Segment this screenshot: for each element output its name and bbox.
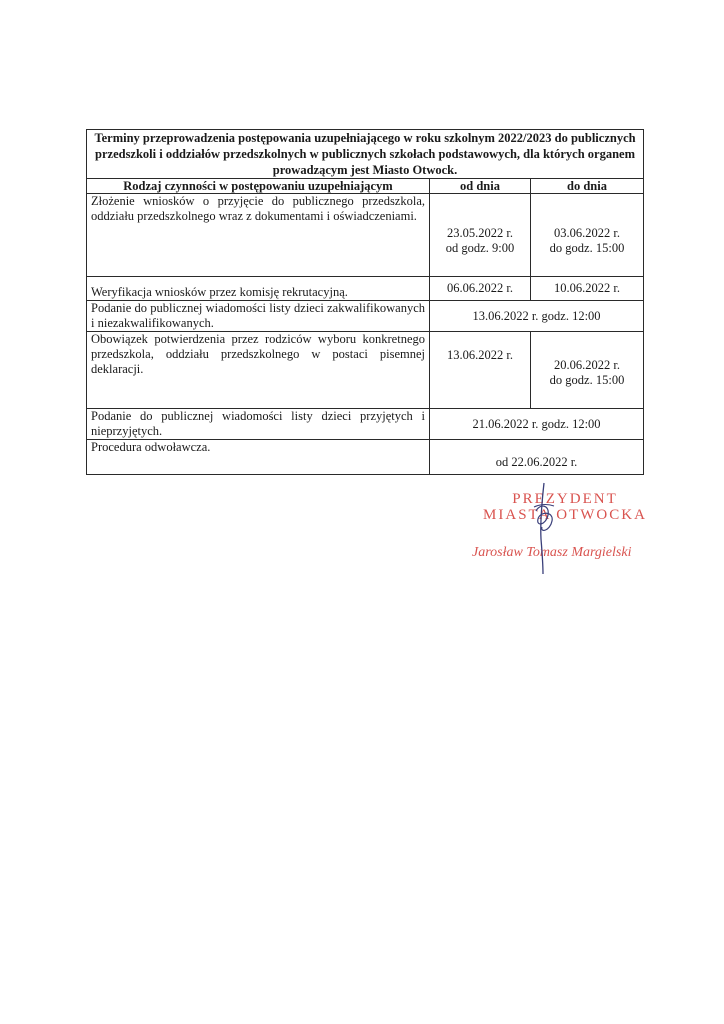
header-to: do dnia xyxy=(531,179,644,194)
activity-cell: Złożenie wniosków o przyjęcie do publicznego przedszkola, oddziału przedszkolnego wraz z dokumentami i oświadczeniami. xyxy=(87,194,430,277)
table-row xyxy=(87,301,644,332)
to-date: 03.06.2022 r. xyxy=(554,226,620,240)
table-row xyxy=(87,277,644,301)
table-row xyxy=(87,332,644,409)
to-date: 20.06.2022 r. xyxy=(554,358,620,372)
stamp-signatory-name: Jarosław Tomasz Margielski xyxy=(472,545,632,560)
table-title: Terminy przeprowadzenia postępowania uzupełniającego w roku szkolnym 2022/2023 do publicznych przedszkoli i oddziałów przedszkolnych w publicznych szkołach podstawowych, dla których organem prowadzącym jest Miasto Otwock. xyxy=(87,130,644,179)
table-row xyxy=(87,409,644,440)
to-cell xyxy=(531,194,644,277)
activity-cell: Podanie do publicznej wiadomości listy dzieci przyjętych i nieprzyjętych. xyxy=(87,409,430,440)
schedule-table xyxy=(86,129,644,475)
to-cell: 10.06.2022 r. xyxy=(531,277,644,301)
to-cell xyxy=(531,332,644,409)
from-time: od godz. 9:00 xyxy=(445,241,515,255)
from-cell xyxy=(430,194,531,277)
header-activity: Rodzaj czynności w postępowaniu uzupełniającym xyxy=(87,179,430,194)
from-cell xyxy=(430,332,531,409)
activity-cell: Podanie do publicznej wiadomości listy dzieci zakwalifikowanych i niezakwalifikowanych. xyxy=(87,301,430,332)
date-cell: 13.06.2022 r. godz. 12:00 xyxy=(430,301,644,332)
stamp-title-line2: MIASTA OTWOCKA xyxy=(483,507,647,523)
from-date: 23.05.2022 r. xyxy=(447,226,513,240)
activity-cell: Procedura odwoławcza. xyxy=(87,440,430,475)
to-time: do godz. 15:00 xyxy=(549,241,625,255)
date-cell: 21.06.2022 r. godz. 12:00 xyxy=(430,409,644,440)
from-date: 13.06.2022 r. xyxy=(447,348,513,362)
activity-cell: Weryfikacja wniosków przez komisję rekrutacyjną. xyxy=(87,277,430,301)
table-row xyxy=(87,194,644,277)
header-from: od dnia xyxy=(430,179,531,194)
handwritten-signature-icon xyxy=(526,481,566,576)
to-time: do godz. 15:00 xyxy=(549,373,625,387)
table-row xyxy=(87,440,644,475)
date-cell: od 22.06.2022 r. xyxy=(430,440,644,475)
activity-cell: Obowiązek potwierdzenia przez rodziców wyboru konkretnego przedszkola, oddziału przedszkolnego w postaci pisemnej deklaracji. xyxy=(87,332,430,409)
stamp-title-line1: PREZYDENT xyxy=(512,491,618,507)
from-cell: 06.06.2022 r. xyxy=(430,277,531,301)
